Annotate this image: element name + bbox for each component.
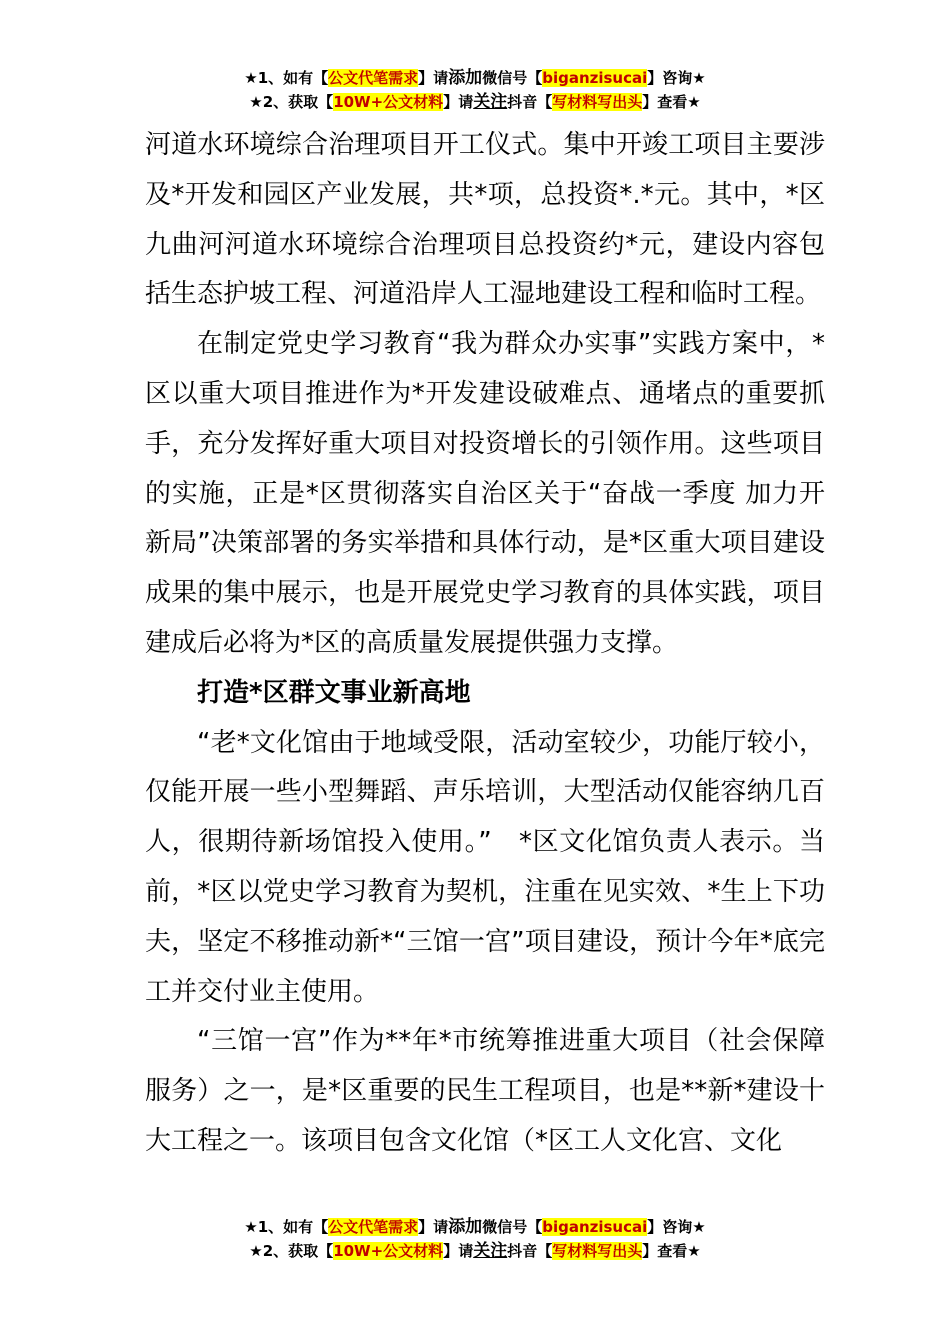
promo-text: ★2、获取【	[249, 93, 334, 111]
paragraph: “三馆一宫”作为**年*市统筹推进重大项目（社会保障服务）之一，是*区重要的民生工程项目，也是**新*建设十大工程之一。该项目包含文化馆（*区工人文化宫、文化	[145, 1026, 825, 1156]
promo-highlight: 10W+公文材料	[333, 1242, 444, 1260]
promo-highlight: 10W+公文材料	[333, 93, 444, 111]
promo-highlight-wechat: biganzisucai	[542, 69, 648, 87]
promo-highlight: 公文代笔需求	[328, 1218, 419, 1236]
promo-highlight-wechat: biganzisucai	[542, 1218, 648, 1236]
promo-emphasis: 关注	[473, 92, 508, 112]
promo-banner-top	[0, 66, 950, 114]
promo-emphasis: 添加	[448, 68, 483, 88]
promo-text: 】请	[443, 1242, 474, 1260]
promo-text: 抖音【	[507, 1242, 553, 1260]
promo-text: ★2、获取【	[249, 1242, 334, 1260]
promo-highlight: 公文代笔需求	[328, 69, 419, 87]
paragraph: 河道水环境综合治理项目开工仪式。集中开竣工项目主要涉及*开发和园区产业发展，共*项，总投资*.*元。其中，*区九曲河河道水环境综合治理项目总投资约*元，建设内容包括生态护坡工程、河道沿岸人工湿地建设工程和临时工程。	[145, 130, 825, 310]
promo-text: 】请	[418, 1218, 449, 1236]
promo-text: ★1、如有【	[244, 1218, 329, 1236]
promo-highlight-douyin: 写材料写出头	[552, 1242, 643, 1260]
paragraph: “老*文化馆由于地域受限，活动室较少，功能厅较小，仅能开展一些小型舞蹈、声乐培训，大型活动仅能容纳几百人，很期待新场馆投入使用。” *区文化馆负责人表示。当前，*区以党史学习教育为契机，注重在见实效、*生上下功夫，坚定不移推动新*“三馆一宫”项目建设，预计今年*底完工并交付业主使用。	[145, 727, 825, 1007]
promo-line-1	[0, 1215, 950, 1239]
promo-text: 微信号【	[482, 1218, 543, 1236]
promo-text: ★1、如有【	[244, 69, 329, 87]
promo-highlight-douyin: 写材料写出头	[552, 93, 643, 111]
promo-line-2	[0, 90, 950, 114]
promo-text: 抖音【	[507, 93, 553, 111]
promo-emphasis: 关注	[473, 1241, 508, 1261]
promo-text: 】请	[443, 93, 474, 111]
promo-text: 】查看★	[642, 93, 701, 111]
promo-line-1	[0, 66, 950, 90]
promo-text: 】请	[418, 69, 449, 87]
promo-text: 】咨询★	[647, 1218, 706, 1236]
promo-emphasis: 添加	[448, 1217, 483, 1237]
section-heading: 打造*区群文事业新高地	[197, 677, 471, 708]
promo-text: 】咨询★	[647, 69, 706, 87]
promo-banner-bottom	[0, 1215, 950, 1263]
promo-line-2	[0, 1239, 950, 1263]
promo-text: 微信号【	[482, 69, 543, 87]
promo-text: 】查看★	[642, 1242, 701, 1260]
paragraph: 在制定党史学习教育“我为群众办实事”实践方案中，*区以重大项目推进作为*开发建设破难点、通堵点的重要抓手，充分发挥好重大项目对投资增长的引领作用。这些项目的实施，正是*区贯彻落实自治区关于“奋战一季度 加力开新局”决策部署的务实举措和具体行动，是*区重大项目建设成果的集中展示，也是开展党史学习教育的具体实践，项目建成后必将为*区的高质量发展提供强力支撑。	[145, 329, 825, 658]
document-body	[145, 121, 825, 1167]
